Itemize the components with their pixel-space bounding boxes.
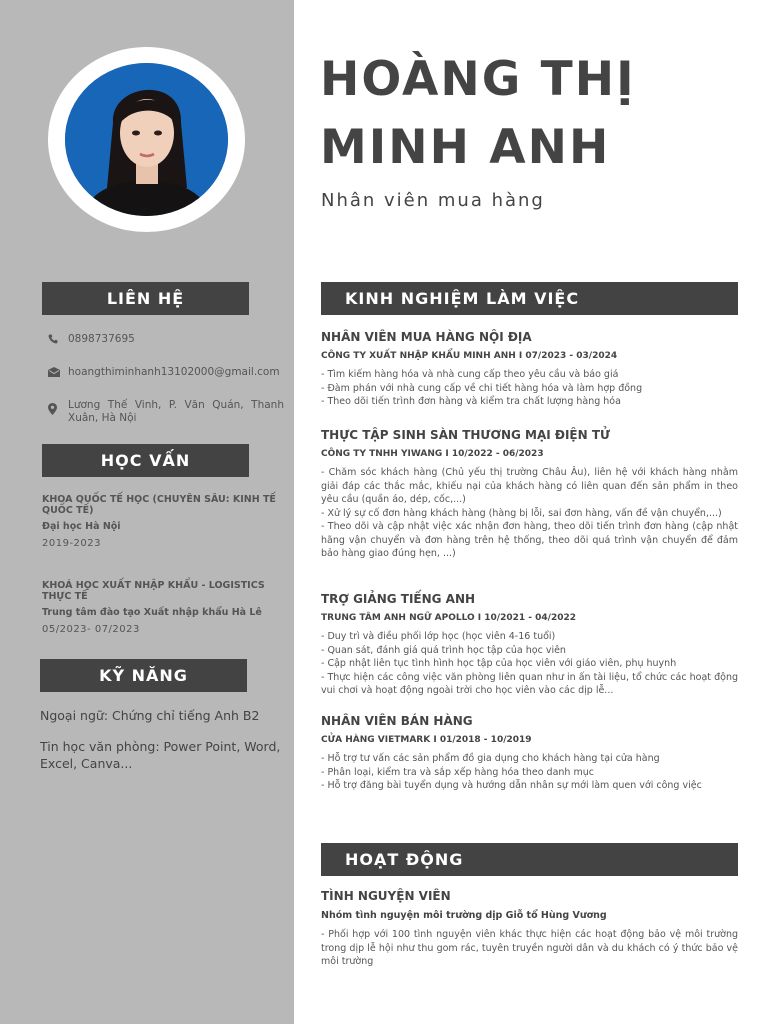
skill-item: Tin học văn phòng: Power Point, Word, Excel, Canva... (40, 739, 281, 771)
activities-header: HOẠT ĐỘNG (321, 843, 738, 876)
job-duty: - Theo dõi tiến trình đơn hàng và kiểm tra chất lượng hàng hóa (321, 396, 621, 407)
job-entry-title: NHÂN VIÊN BÁN HÀNG (321, 714, 473, 728)
education-school: Trung tâm đào tạo Xuất nhập khẩu Hà Lê (42, 607, 262, 618)
phone-number: 0898737695 (68, 333, 135, 345)
job-entry-company: CÔNG TY TNHH YIWANG I 10/2022 - 06/2023 (321, 449, 544, 459)
job-duty: - Thực hiện các công việc văn phòng liên quan như in ấn tài liệu, tổ chức các hoạt động vui chơi và hoạt động ngoài trời cho học viên vào các dịp lễ... (321, 671, 738, 696)
job-duty: - Chăm sóc khách hàng (Chủ yếu thị trường Châu Âu), liên hệ với khách hàng nhằm giải đáp các thắc mắc, khiếu nại của khách hàng có liên quan đến sản phẩm in theo yêu cầu (quần áo, dép, cốc,...) (321, 467, 738, 505)
name-line-2: MINH ANH (320, 120, 611, 175)
job-duty: - Phân loại, kiểm tra và sắp xếp hàng hóa theo danh mục (321, 766, 594, 778)
job-duty: - Theo dõi và cập nhật việc xác nhận đơn hàng, theo dõi tiến trình đơn hàng (cập nhật hãng vận chuyển và đơn hàng trên hệ thống, theo dõi quá trình vận chuyển để đảm bảo hàng giao đúng hẹn, ...) (321, 521, 738, 559)
contact-address (48, 399, 284, 425)
address-text: Lương Thế Vinh, P. Văn Quán, Thanh Xuân, Hà Nội (68, 399, 284, 424)
job-entry-duties (321, 466, 738, 561)
education-date: 2019-2023 (42, 538, 102, 549)
location-pin-icon (48, 399, 68, 415)
job-duty: - Hỗ trợ tư vấn các sản phẩm đồ gia dụng cho khách hàng tại cửa hàng (321, 753, 660, 764)
sidebar (0, 0, 294, 1024)
skills-header: KỸ NĂNG (40, 659, 247, 692)
job-duty: - Cập nhật liên tục tình hình học tập của học viên với giáo viên, phụ huynh (321, 658, 677, 669)
avatar (65, 63, 228, 216)
activity-title: TÌNH NGUYỆN VIÊN (321, 889, 451, 903)
email-address: hoangthiminhanh13102000@gmail.com (68, 366, 280, 378)
education-title: KHOÁ HỌC XUẤT NHẬP KHẨU - LOGISTICS THỰC TẾ (42, 580, 265, 602)
contact-header: LIÊN HỆ (42, 282, 249, 315)
education-item (42, 580, 287, 635)
job-entry-company: CÔNG TY XUẤT NHẬP KHẨU MINH ANH I 07/2023 - 03/2024 (321, 351, 618, 361)
job-duty: - Đàm phán với nhà cung cấp về chi tiết hàng hóa và làm hợp đồng (321, 382, 643, 394)
job-entry-title: TRỢ GIẢNG TIẾNG ANH (321, 592, 476, 606)
job-entry-duties (321, 368, 738, 409)
contact-email (48, 366, 284, 379)
job-entry (321, 592, 738, 698)
job-entry (321, 428, 738, 561)
job-entry-duties (321, 752, 738, 793)
job-entry-company: CỬA HÀNG VIETMARK I 01/2018 - 10/2019 (321, 735, 532, 745)
job-duty: - Quan sát, đánh giá quá trình học tập của học viên (321, 644, 566, 656)
contact-phone (48, 333, 284, 346)
job-duty: - Duy trì và điều phối lớp học (học viên 4-16 tuổi) (321, 631, 556, 642)
education-title: KHOA QUỐC TẾ HỌC (CHUYÊN SÂU: KINH TẾ QUỐC TẾ) (42, 494, 276, 516)
education-item (42, 494, 287, 549)
activity-entry (321, 889, 738, 969)
education-school: Đại học Hà Nội (42, 521, 121, 532)
experience-header: KINH NGHIỆM LÀM VIỆC (321, 282, 738, 315)
phone-icon (48, 333, 68, 344)
job-entry (321, 330, 738, 409)
job-entry-title: NHÂN VIÊN MUA HÀNG NỘI ĐỊA (321, 330, 532, 344)
job-entry-duties (321, 630, 738, 698)
activity-duty: - Phối hợp với 100 tình nguyện viên khác thực hiện các hoạt động bảo vệ môi trường trong dịp lễ hội như thu gom rác, tuyên truyền người dân và du khách có ý thức bảo vệ môi trường (321, 929, 738, 967)
candidate-name (320, 46, 760, 182)
main-content (294, 0, 768, 1024)
activity-subtitle: Nhóm tình nguyện môi trường dịp Giỗ tổ Hùng Vương (321, 910, 607, 921)
job-duty: - Tìm kiếm hàng hóa và nhà cung cấp theo yêu cầu và báo giá (321, 369, 619, 380)
education-header: HỌC VẤN (42, 444, 249, 477)
job-duty: - Xử lý sự cố đơn hàng khách hàng (hàng bị lỗi, sai đơn hàng, vấn đề vận chuyển,...) (321, 507, 722, 519)
job-entry-company: TRUNG TÂM ANH NGỮ APOLLO I 10/2021 - 04/2022 (321, 613, 577, 623)
profile-photo (65, 63, 228, 216)
job-entry (321, 714, 738, 793)
job-entry-title: THỰC TẬP SINH SÀN THƯƠNG MẠI ĐIỆN TỬ (321, 428, 611, 442)
activity-duties (321, 928, 738, 969)
job-duty: - Hỗ trợ đăng bài tuyển dụng và hướng dẫn nhân sự mới làm quen với công việc (321, 780, 702, 791)
job-title: Nhân viên mua hàng (321, 190, 545, 211)
name-line-1: HOÀNG THỊ (320, 52, 636, 107)
skill-item: Ngoại ngữ: Chứng chỉ tiếng Anh B2 (40, 708, 260, 723)
mail-icon (48, 366, 68, 377)
education-date: 05/2023- 07/2023 (42, 624, 140, 635)
